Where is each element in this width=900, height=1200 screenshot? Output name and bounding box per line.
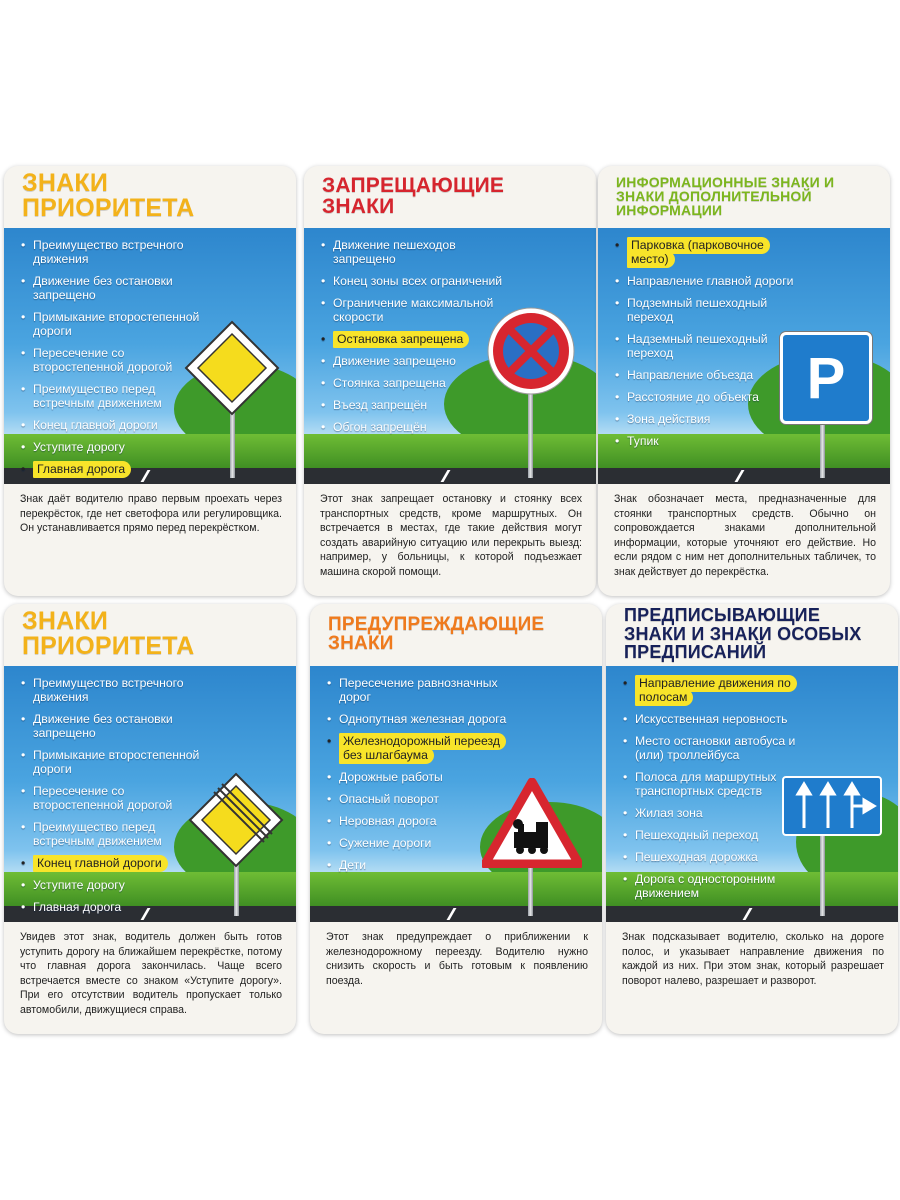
sign-list-item-label: Место остановки автобуса и (или) троллейбуса [635,734,796,762]
sign-list-item-label: Конец главной дороги [33,855,168,872]
sign-list-item [20,382,210,410]
sign-list-item-label: Остановка запрещена [333,331,469,348]
sign-list-item [20,238,210,266]
sign-list-item [614,390,804,404]
card-prohibitory-no-stopping [304,166,596,596]
card-illustration [606,666,898,922]
sign-list-item-label: Конец зоны всех ограничений [333,274,503,288]
sign-list-item-label: Расстояние до объекта [627,390,759,404]
sign-list-item [20,462,210,476]
sign-list-item-label: Сужение дороги [339,836,432,850]
card-illustration [4,666,296,922]
sign-list-item-label: Уступите дорогу [33,878,125,892]
card-header [4,166,296,226]
card-header [606,604,898,664]
sign-list-item [20,346,210,374]
sign-list-item-label: Пересечение со второстепенной дорогой [33,784,173,812]
card-illustration [304,228,596,484]
card-info-parking [598,166,890,596]
sign-list-item-label: Преимущество встречного движения [33,238,184,266]
sign-list-item-label: Пересечение со второстепенной дорогой [33,346,173,374]
sign-list-item-label: Жилая зона [635,806,703,820]
sign-list-item [622,850,812,864]
sign-list-item-label: Ограничение максимальной скорости [333,296,494,324]
sign-list-item-label: Примыкание второстепенной дороги [33,310,200,338]
sign-list-item [614,332,804,360]
sign-list-item-label: Неровная дорога [339,814,437,828]
sign-list-item [20,310,210,338]
sign-list-item [320,376,510,390]
sign-list-item-label: Зона действия [627,412,711,426]
sign-list-item [614,274,804,288]
sign-list-item [320,238,510,266]
sign-list-item [320,296,510,324]
sign-list-item-label: Движение без остановки запрещено [33,274,173,302]
sign-list-item [326,734,516,762]
sign-list-item [320,274,510,288]
sign-list-item-label: Однопутная железная дорога [339,712,507,726]
sign-list-item-label: Направление главной дороги [627,274,794,288]
sign-list-item [614,412,804,426]
sign-list-item-label: Уступите дорогу [33,440,125,454]
sign-list-item [20,856,210,870]
card-header [4,604,296,664]
sign-list-item [20,676,210,704]
railway-crossing-sign-icon [482,778,582,868]
sign-list-item [20,440,210,454]
card-priority-end-main-road [4,604,296,1034]
sign-list-item [20,748,210,776]
sign-list-item-label: Искусственная неровность [635,712,788,726]
sign-list-item [622,872,812,900]
sign-list-item-label: Дети [339,858,367,872]
sign-list-item [622,676,812,704]
sign-list-item-label: Въезд запрещён [333,398,428,412]
sign-list-item [614,368,804,382]
sign-list [20,238,210,484]
sign-list-item-label: Движение без остановки запрещено [33,712,173,740]
sign-list-item-label: Парковка (парковочное место) [627,237,770,268]
sign-list-item [622,712,812,726]
sign-list-item-label: Направление движения по полосам [635,675,797,706]
sign-list-item-label: Подземный пешеходный переход [627,296,768,324]
card-title: ЗНАКИ ПРИОРИТЕТА [22,606,195,660]
sign-list-item [320,354,510,368]
card-header [598,166,890,226]
sign-list-item-label: Тупик [627,434,659,448]
card-header [310,604,602,664]
sign-list-item-label: Преимущество перед встречным движением [33,820,162,848]
lane-direction-sign-icon [782,776,882,836]
card-description: Этот знак предупреждает о приближении к железнодорожному переезду. Водителю нужно снизить скорость и быть готовым к появлению поезда. [326,931,588,987]
sign-list-item-label: Направление объезда [627,368,754,382]
sign-list-item-label: Пешеходная дорожка [635,850,758,864]
card-warning-railway [310,604,602,1034]
card-description: Знак подсказывает водителю, сколько на дороге полос, и указывает направление движения по каждой из них. При этом знак, который разрешает поворот налево, разрешает и разворот. [622,931,884,987]
card-description: Знак даёт водителю право первым проехать через перекрёсток, где нет светофора или регулировщика. Он устанавливается прямо перед перекрёстком. [20,493,282,534]
parking-sign-icon [780,332,872,424]
sign-list-item-label: Преимущество перед встречным движением [33,382,162,410]
sign-list-item [614,238,804,266]
card-title: ЗНАКИ ПРИОРИТЕТА [22,168,195,222]
sign-list-item-label: Главная дорога [33,900,122,914]
sign-list-item [20,274,210,302]
card-illustration [598,228,890,484]
sign-list [20,676,210,922]
sign-list-item [320,420,510,434]
end-of-main-road-sign-icon [188,772,284,868]
sign-list [614,238,804,456]
sign-list-item [326,712,516,726]
sign-list-item [622,734,812,762]
parking-sign-letter: P [806,345,846,411]
card-title: ПРЕДУПРЕЖДАЮЩИЕ ЗНАКИ [328,613,545,654]
sign-list-item-label: Пересечение равнозначных дорог [339,676,498,704]
card-illustration [4,228,296,484]
sign-list-item-label: Обгон запрещён [333,420,427,434]
sign-list-item [320,332,510,346]
sign-list-item [20,878,210,892]
card-title: ЗАПРЕЩАЮЩИЕ ЗНАКИ [322,173,505,218]
sign-list-item [20,712,210,740]
sign-list [320,238,510,442]
sign-list-item [320,398,510,412]
sign-list-item-label: Главная дорога [33,461,131,478]
sign-list-item-label: Примыкание второстепенной дороги [33,748,200,776]
no-stopping-sign-icon [486,306,576,396]
card-description: Этот знак запрещает остановку и стоянку всех транспортных средств, кроме маршрутных. Он встречается в местах, где такие действия могут создать аварийную ситуацию или перекрыть выезд: например, у больницы, к которой подъезжает машина скорой помощи. [320,493,582,578]
sign-list-item [614,434,804,448]
sign-list-item-label: Железнодорожный переезд без шлагбаума [339,733,506,764]
sign-list-item-label: Пешеходный переход [635,828,759,842]
sign-list-item [20,820,210,848]
sign-list-item-label: Движение запрещено [333,354,456,368]
sign-list-item-label: Движение пешеходов запрещено [333,238,456,266]
card-header [304,166,596,226]
sign-list-item [20,418,210,432]
card-illustration [310,666,602,922]
sign-list-item [20,784,210,812]
card-priority-main-road [4,166,296,596]
sign-list-item-label: Дорожные работы [339,770,443,784]
sign-list-item-label: Преимущество встречного движения [33,676,184,704]
sign-list-item-label: Стоянка запрещена [333,376,446,390]
card-mandatory-lanes [606,604,898,1034]
sign-list-item [614,296,804,324]
sign-list-item-label: Полоса для маршрутных транспортных средств [635,770,777,798]
sign-list-item-label: Опасный поворот [339,792,439,806]
card-title: ПРЕДПИСЫВАЮЩИЕ ЗНАКИ И ЗНАКИ ОСОБЫХ ПРЕДПИСАНИЙ [624,605,862,663]
sign-list-item-label: Дорога с односторонним движением [635,872,776,900]
main-road-sign-icon [184,320,280,416]
card-description: Знак обозначает места, предназначенные для стоянки транспортных средств. Обычно он сопровождается знаками дополнительной информации, которые уточняют его действие. Но если рядом с ним нет дополнительных табличек, то знак действует до перекрёстка. [614,493,876,578]
sign-list-item [20,900,210,914]
card-description: Увидев этот знак, водитель должен быть готов уступить дорогу на ближайшем перекрёстке, потому что главная дорога закончилась. Чаще всего встречается вместе со знаком «Уступите дорогу». При его отсутствии водитель пропускает только автомобили, движущиеся справа. [20,931,282,1016]
sign-list-item-label: Надземный пешеходный переход [627,332,768,360]
card-title: ИНФОРМАЦИОННЫЕ ЗНАКИ И ЗНАКИ ДОПОЛНИТЕЛЬНОЙ ИНФОРМАЦИИ [616,173,835,219]
sign-list-item-label: Конец главной дороги [33,418,158,432]
sign-list-item [326,676,516,704]
